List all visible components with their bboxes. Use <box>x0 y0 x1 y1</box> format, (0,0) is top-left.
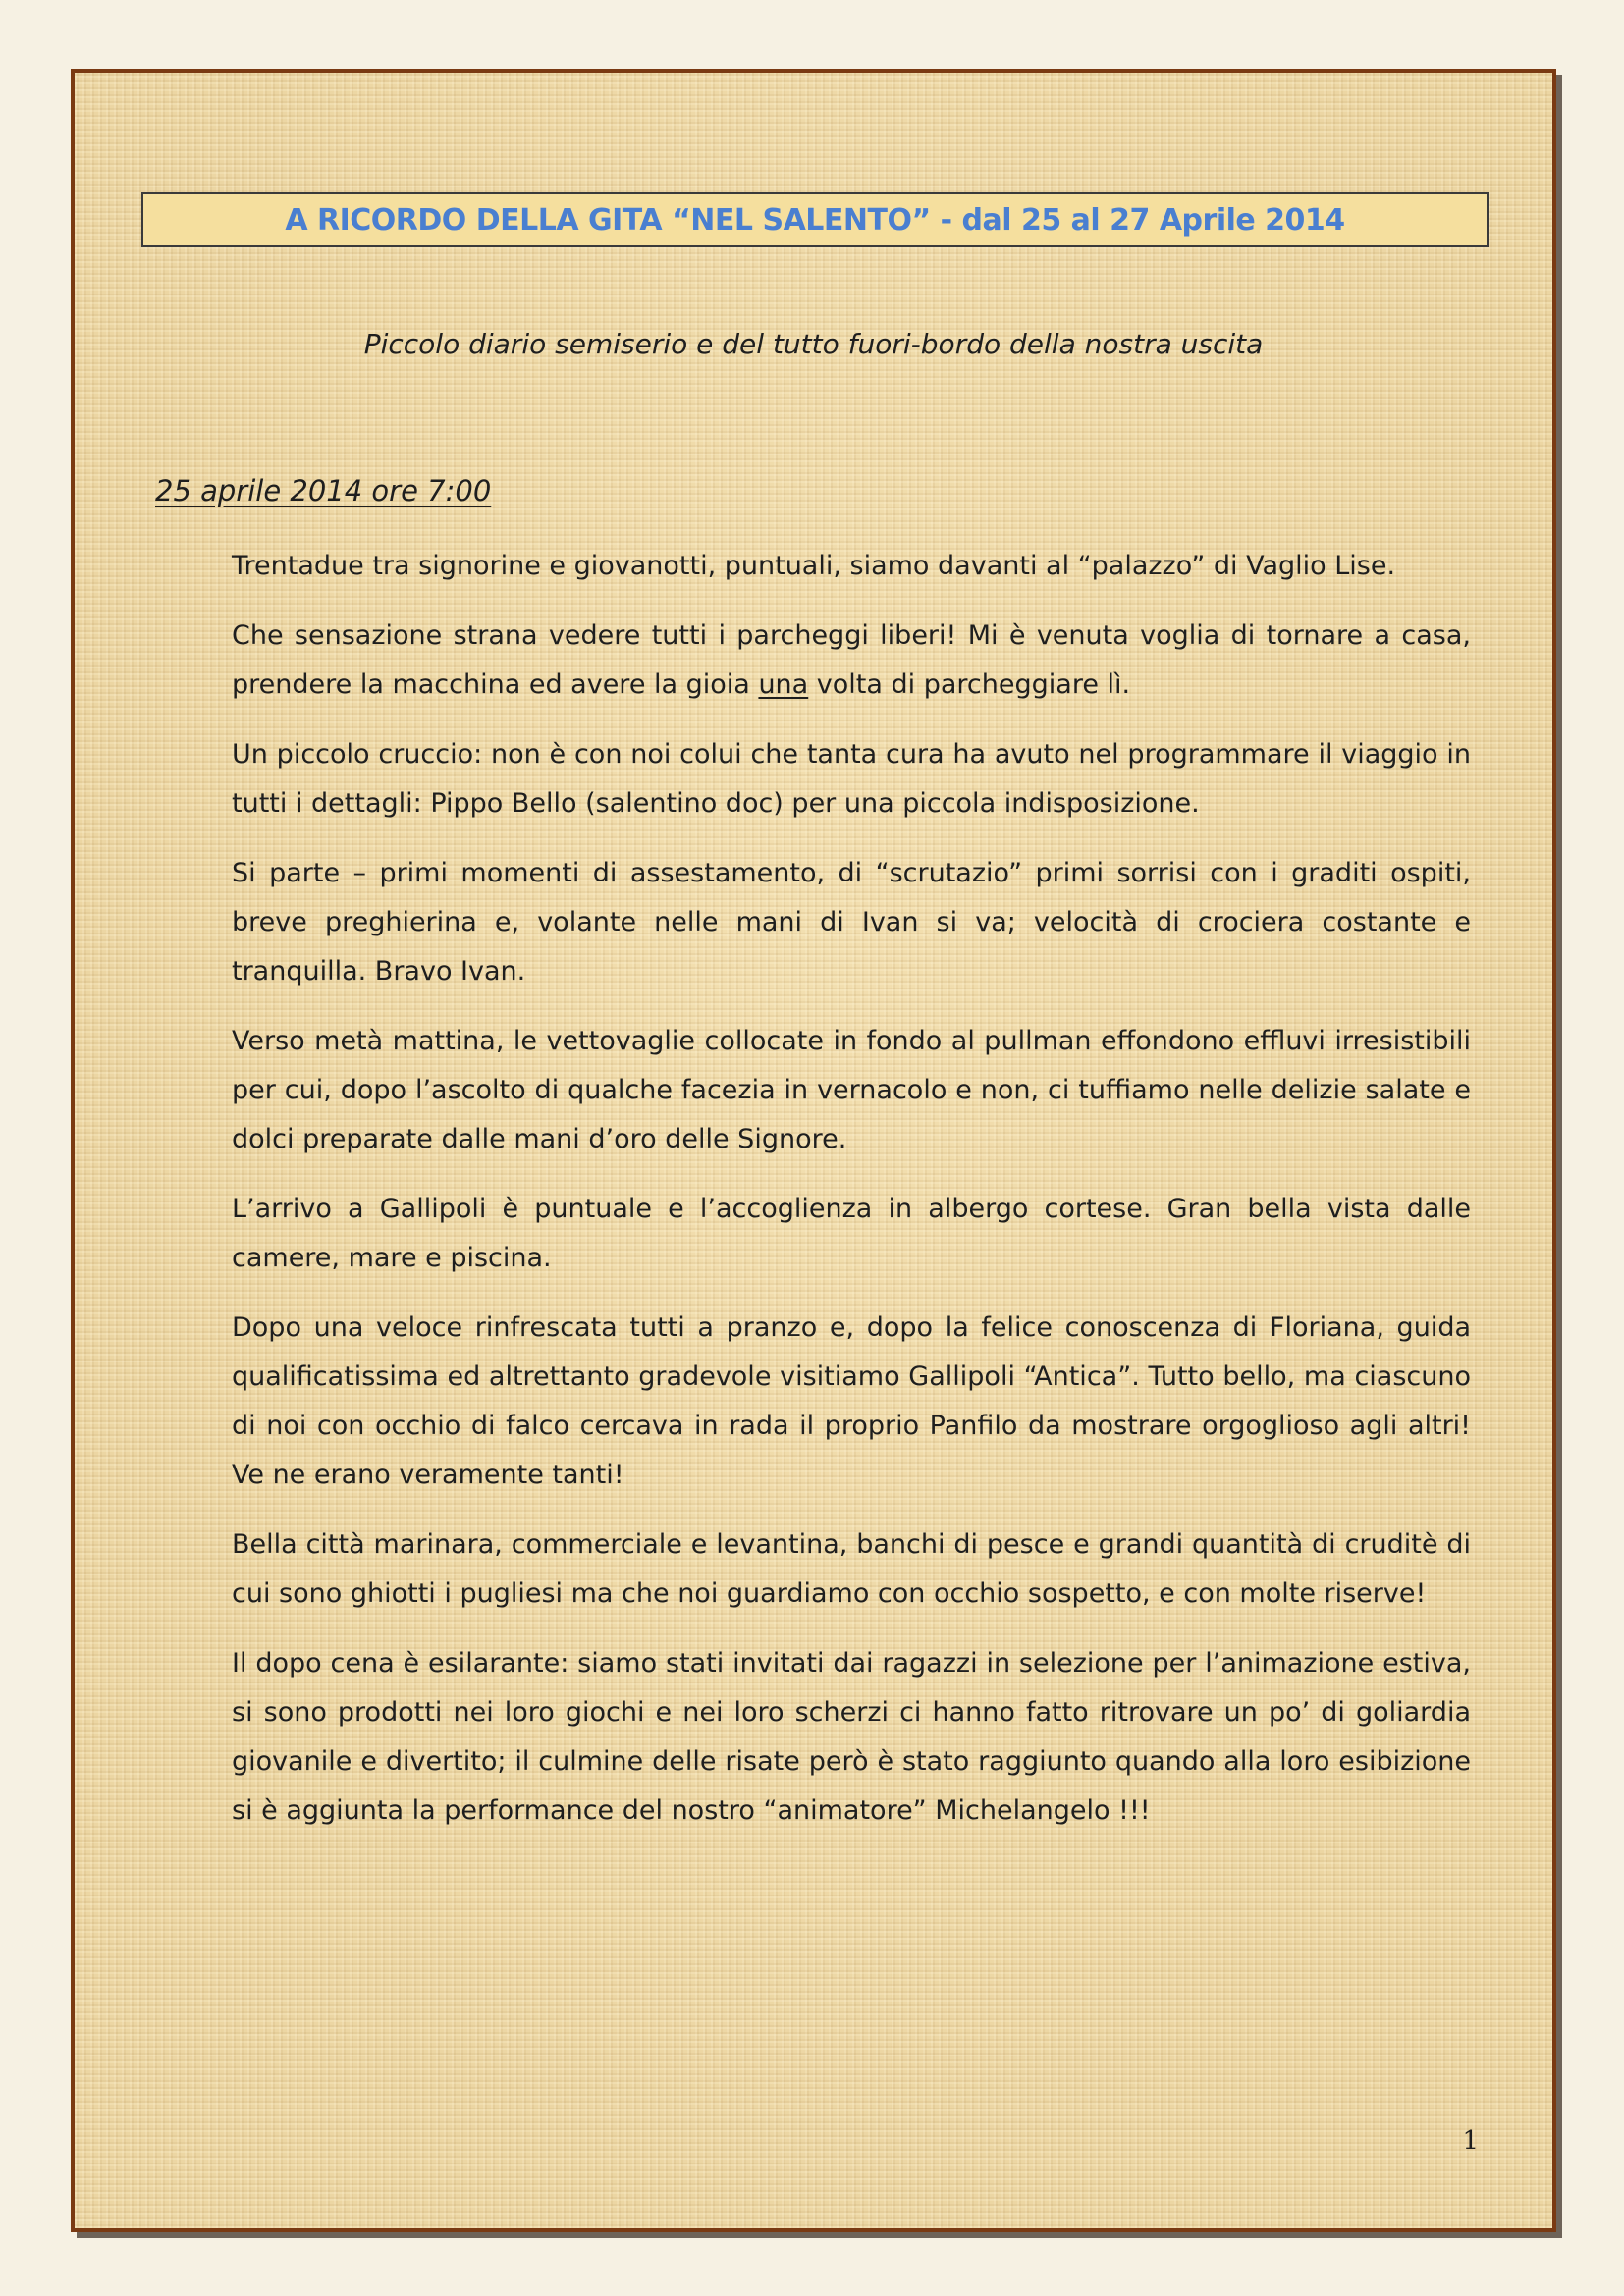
title-box <box>141 192 1489 247</box>
paragraph: L’arrivo a Gallipoli è puntuale e l’accoglienza in albergo cortese. Gran bella vista dalle camere, mare e piscina. <box>232 1194 1471 1273</box>
page-number: 1 <box>1462 2126 1479 2156</box>
paragraph: Dopo una veloce rinfrescata tutti a pranzo e, dopo la felice conoscenza di Floriana, guida qualificatissima ed altrettanto gradevole visitiamo Gallipoli “Antica”. Tutto bello, ma ciascuno di noi con occhio di falco cercava in rada il proprio Panfilo da mostrare orgoglioso agli altri! Ve ne erano veramente tanti! <box>232 1312 1471 1490</box>
paragraph: Un piccolo cruccio: non è con noi colui che tanta cura ha avuto nel programmare il viaggio in tutti i dettagli: Pippo Bello (salentino doc) per una piccola indisposizione. <box>232 739 1471 819</box>
paragraph: Si parte – primi momenti di assestamento, di “scrutazio” primi sorrisi con i graditi ospiti, breve preghierina e, volante nelle mani di Ivan si va; velocità di crociera costante e tranquilla. Bravo Ivan. <box>232 858 1471 987</box>
paragraph-text: volta di parcheggiare lì. <box>808 669 1131 700</box>
document-subtitle: Piccolo diario semiserio e del tutto fuori-bordo della nostra uscita <box>363 328 1264 360</box>
paragraph: Bella città marinara, commerciale e levantina, banchi di pesce e grandi quantità di cruditè di cui sono ghiotti i pugliesi ma che noi guardiamo con occhio sospetto, e con molte riserve! <box>232 1529 1471 1609</box>
page-frame <box>71 69 1556 2232</box>
underlined-word: una <box>758 669 809 700</box>
document-title: A RICORDO DELLA GITA “NEL SALENTO” - dal 25 al 27 Aprile 2014 <box>285 202 1345 238</box>
paragraph: Il dopo cena è esilarante: siamo stati invitati dai ragazzi in selezione per l’animazione estiva, si sono prodotti nei loro giochi e nei loro scherzi ci hanno fatto ritrovare un po’ di goliardia giovanile e divertito; il culmine delle risate però è stato raggiunto quando alla loro esibizione si è aggiunta la performance del nostro “animatore” Michelangelo !!! <box>232 1648 1471 1826</box>
paragraph: Verso metà mattina, le vettovaglie collocate in fondo al pullman effondono effluvi irresistibili per cui, dopo l’ascolto di qualche facezia in vernacolo e non, ci tuffiamo nelle delizie salate e dolci preparate dalle mani d’oro delle Signore. <box>232 1026 1471 1154</box>
paragraph <box>232 612 1471 710</box>
diary-body <box>232 542 1471 1836</box>
paragraph-text: Che sensazione strana vedere tutti i parcheggi liberi! Mi è venuta voglia di tornare a casa, prendere la macchina ed avere la gioia <box>232 620 1471 700</box>
paragraph: Trentadue tra signorine e giovanotti, puntuali, siamo davanti al “palazzo” di Vaglio Lise. <box>232 551 1396 581</box>
entry-date-heading: 25 aprile 2014 ore 7:00 <box>155 474 492 507</box>
